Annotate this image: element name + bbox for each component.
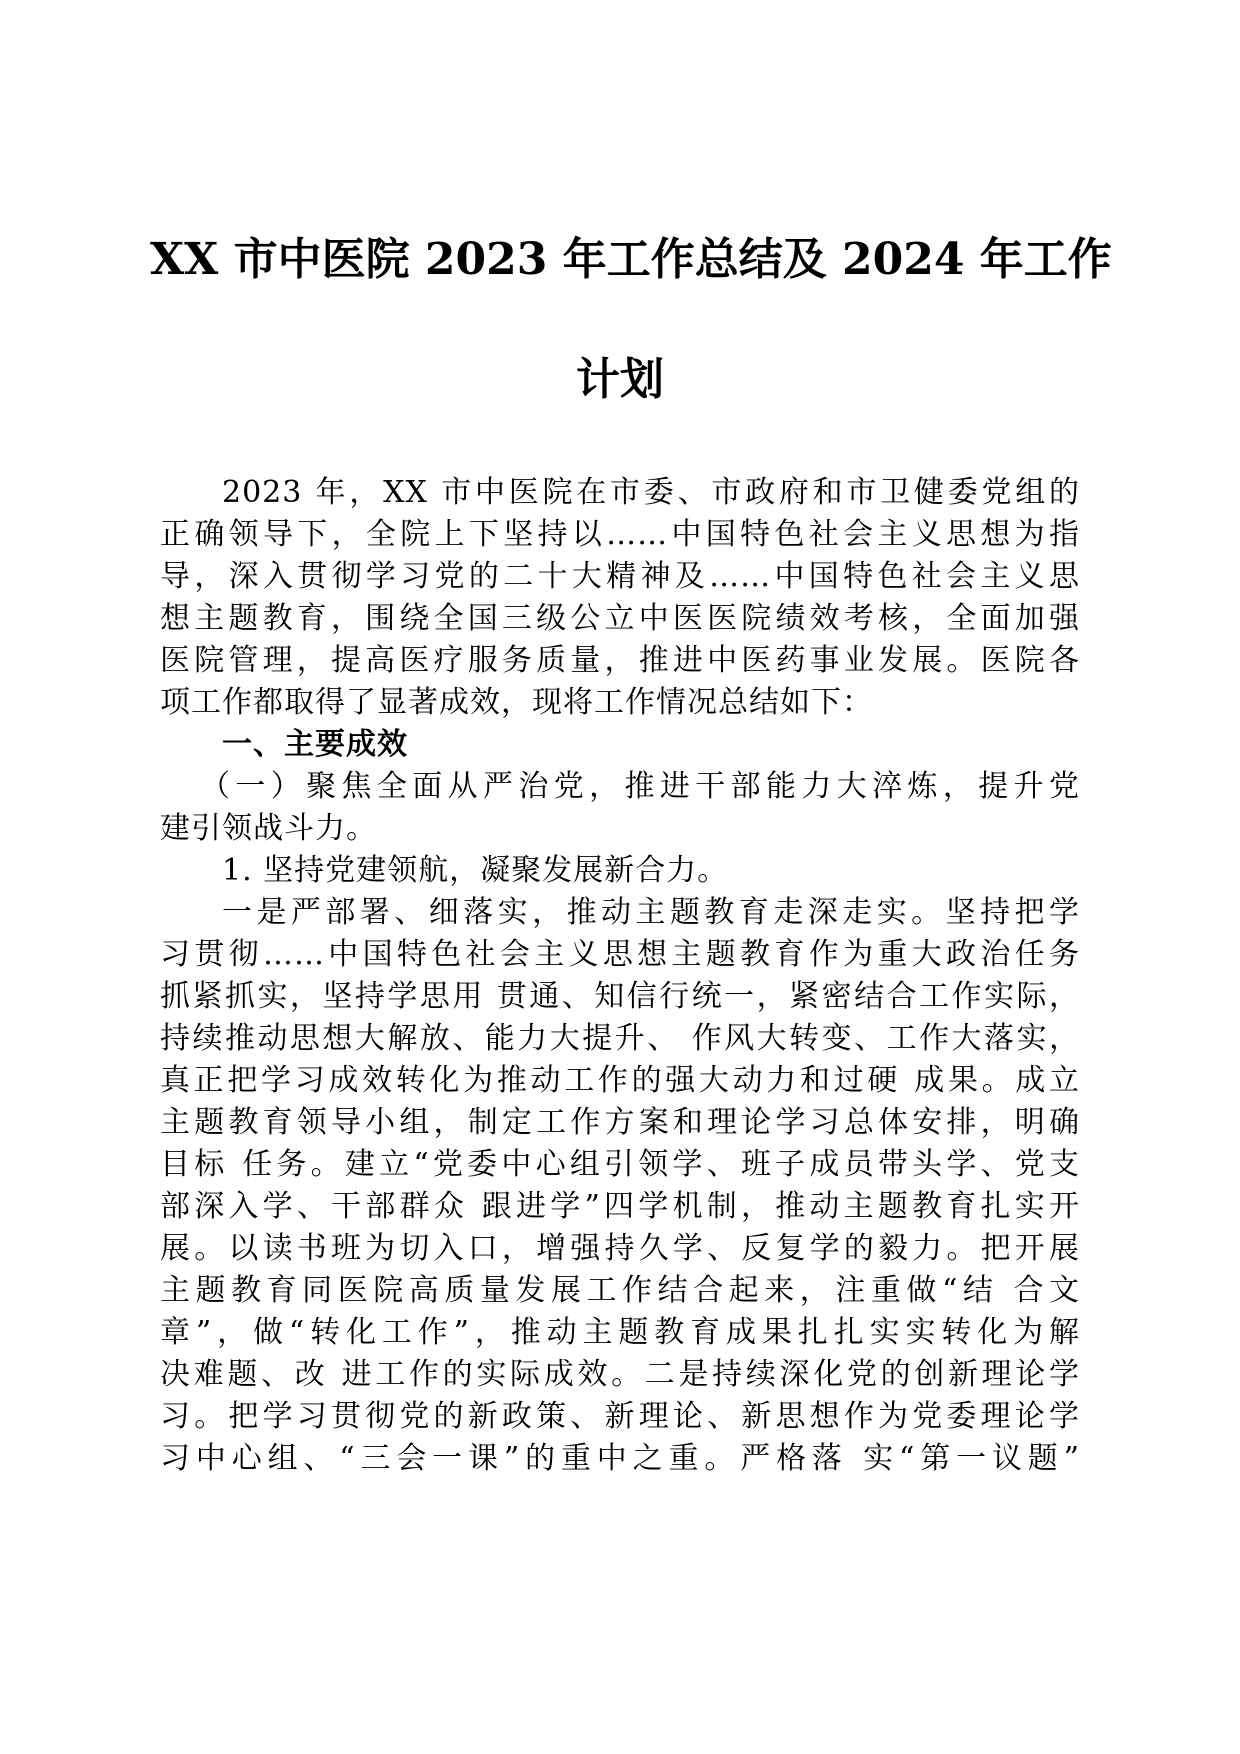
intro-line: 项工作都取得了显著成效，现将工作情况总结如下： [160,685,873,720]
intro-line: 2023 年，XX 市中医院在市委、市政府和市卫健委党组的 [222,475,1080,510]
intro-line: 医院管理，提高医疗服务质量，推进中医药事业发展。医院各 [160,643,1080,678]
item-body-line: 持续推动思想大解放、能力大提升、 作风大转变、工作大落实， [160,1021,1080,1056]
item-body-line: 部深入学、干部群众 跟进学”四学机制，推动主题教育扎实开 [160,1189,1080,1224]
document-body [160,472,1080,1480]
item-body-line: 主题教育同医院高质量发展工作结合起来，注重做“结 合文 [160,1273,1080,1308]
item-body-line: 一是严部署、细落实，推动主题教育走深走实。坚持把学 [222,895,1080,930]
intro-line: 正确领导下，全院上下坚持以……中国特色社会主义思想为指 [160,517,1080,552]
subsection-heading-line: 建引领战斗力。 [160,811,377,846]
intro-line: 想主题教育，围绕全国三级公立中医医院绩效考核，全面加强 [160,601,1080,636]
item-body-line: 习中心组、“三会一课”的重中之重。严格落 实“第一议题” [160,1441,1080,1476]
item-body-line: 习贯彻……中国特色社会主义思想主题教育作为重大政治任务 [160,937,1080,972]
item-body-line: 真正把学习成效转化为推动工作的强大动力和过硬 成果。成立 [160,1063,1080,1098]
item-body-line: 习。把学习贯彻党的新政策、新理论、新思想作为党委理论学 [160,1399,1080,1434]
item-body-line: 目标 任务。建立“党委中心组引领学、班子成员带头学、党支 [160,1147,1080,1182]
section-heading: 一、主要成效 [222,727,408,762]
item-body-line: 章”，做“转化工作”，推动主题教育成果扎扎实实转化为解 [160,1315,1080,1350]
item-body-line: 展。以读书班为切入口，增强持久学、反复学的毅力。把开展 [160,1231,1080,1266]
item-body-line: 抓紧抓实，坚持学思用 贯通、知信行统一，紧密结合工作实际， [160,979,1080,1014]
item-body-line: 主题教育领导小组，制定工作方案和理论学习总体安排，明确 [160,1105,1080,1140]
intro-line: 导，深入贯彻学习党的二十大精神及……中国特色社会主义思 [160,559,1080,594]
item-body-line: 决难题、改 进工作的实际成效。二是持续深化党的创新理论学 [160,1357,1080,1392]
subsection-heading-line: （一）聚焦全面从严治党，推进干部能力大淬炼，提升党 [200,769,1080,804]
item-heading: 1. 坚持党建领航，凝聚发展新合力。 [222,853,729,888]
document-title-line-2: 计划 [576,354,664,405]
document-title-line-1: XX 市中医院 2023 年工作总结及 2024 年工作 [150,234,1112,285]
